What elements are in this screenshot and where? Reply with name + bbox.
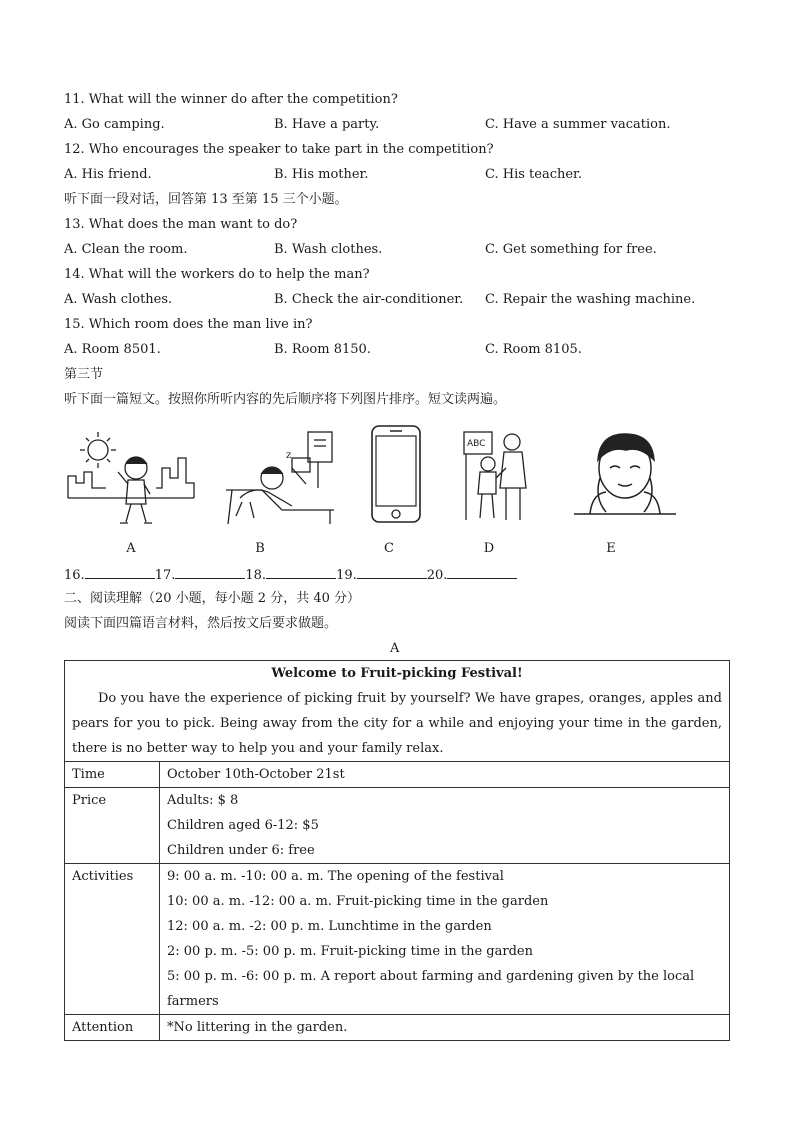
- svg-text:z: z: [286, 450, 292, 461]
- festival-header-cell: [65, 661, 730, 762]
- price-label: Price: [65, 788, 160, 864]
- section3-title: 第三节: [64, 367, 104, 382]
- q11-option-a: A. Go camping.: [64, 117, 165, 132]
- blank-16-input[interactable]: [85, 566, 155, 579]
- price-line: Adults: $ 8: [167, 793, 239, 808]
- attention-value: *No littering in the garden.: [160, 1015, 730, 1041]
- instruction-13-15: 听下面一段对话，回答第 13 至第 15 三个小题。: [64, 192, 348, 207]
- activity-line: 12: 00 a. m. -2: 00 p. m. Lunchtime in the garden: [167, 919, 492, 934]
- activities-cell: [160, 864, 730, 1015]
- time-label: Time: [65, 762, 160, 788]
- activity-line: 9: 00 a. m. -10: 00 a. m. The opening of the festival: [167, 869, 504, 884]
- question-13: 13. What does the man want to do?: [64, 217, 298, 232]
- q11-option-b: B. Have a party.: [274, 117, 380, 132]
- blank-19-label: 19.: [336, 568, 357, 583]
- picture-label-e: E: [606, 541, 616, 556]
- q13-option-c: C. Get something for free.: [485, 242, 657, 257]
- blank-18-input[interactable]: [266, 566, 336, 579]
- picture-label-b: B: [255, 541, 265, 556]
- blank-17-input[interactable]: [175, 566, 245, 579]
- section3-instruction: 听下面一篇短文。按照你所听内容的先后顺序将下列图片排序。短文读两遍。: [64, 392, 507, 407]
- q15-option-b: B. Room 8150.: [274, 342, 371, 357]
- q12-option-c: C. His teacher.: [485, 167, 582, 182]
- question-15: 15. Which room does the man live in?: [64, 317, 313, 332]
- blank-18-label: 18.: [245, 568, 267, 583]
- q12-option-a: A. His friend.: [64, 167, 152, 182]
- abc-sign-text: ABC: [467, 439, 486, 449]
- question-14: 14. What will the workers do to help the man?: [64, 267, 370, 282]
- q14-option-c: C. Repair the washing machine.: [485, 292, 696, 307]
- part2-title: 二、阅读理解（20 小题，每小题 2 分，共 40 分）: [64, 591, 361, 606]
- blank-20-input[interactable]: [447, 566, 517, 579]
- blank-20-label: 20.: [426, 568, 448, 583]
- q14-option-a: A. Wash clothes.: [64, 292, 173, 307]
- question-11: 11. What will the winner do after the competition?: [64, 92, 398, 107]
- q15-option-a: A. Room 8501.: [64, 342, 161, 357]
- q13-option-a: A. Clean the room.: [64, 242, 188, 257]
- picture-label-d: D: [483, 541, 495, 556]
- q15-option-c: C. Room 8105.: [485, 342, 582, 357]
- blank-16-label: 16.: [64, 568, 85, 583]
- picture-b-sleeping-boy-image: [222, 428, 340, 528]
- blank-19-input[interactable]: [357, 566, 427, 579]
- price-line: Children aged 6-12: $5: [167, 818, 319, 833]
- festival-intro: Do you have the experience of picking fruit by yourself? We have grapes, oranges, apples and pears for you to pick. Being away from the city for a while and enjoying your time in the garden, there is no better way to help you and your family relax.: [72, 691, 722, 756]
- price-line: Children under 6: free: [167, 843, 315, 858]
- price-cell: [160, 788, 730, 864]
- activity-line: 10: 00 a. m. -12: 00 a. m. Fruit-picking time in the garden: [167, 894, 549, 909]
- attention-label: Attention: [65, 1015, 160, 1041]
- picture-label-c: C: [384, 541, 394, 556]
- festival-title: Welcome to Fruit-picking Festival!: [271, 666, 523, 681]
- blank-17-label: 17.: [154, 568, 176, 583]
- picture-d-eye-test-image: [462, 428, 538, 528]
- activity-line: 2: 00 p. m. -5: 00 p. m. Fruit-picking time in the garden: [167, 944, 533, 959]
- picture-a-hot-day-image: [66, 428, 196, 528]
- part2-instruction: 阅读下面四篇语言材料，然后按文后要求做题。: [64, 616, 338, 631]
- picture-e-tired-person-image: [570, 428, 680, 518]
- q12-option-b: B. His mother.: [274, 167, 369, 182]
- picture-label-a: A: [126, 541, 136, 556]
- festival-table: [64, 660, 730, 1041]
- answer-blanks-row: [64, 566, 517, 584]
- question-12: 12. Who encourages the speaker to take part in the competition?: [64, 142, 494, 157]
- q14-option-b: B. Check the air-conditioner.: [274, 292, 464, 307]
- picture-c-smartphone-image: [368, 424, 424, 524]
- q13-option-b: B. Wash clothes.: [274, 242, 383, 257]
- time-value: October 10th-October 21st: [160, 762, 730, 788]
- activity-line: 5: 00 p. m. -6: 00 p. m. A report about farming and gardening given by the local farmers: [167, 969, 695, 1009]
- passage-label: A: [390, 641, 400, 656]
- q11-option-c: C. Have a summer vacation.: [485, 117, 671, 132]
- activities-label: Activities: [65, 864, 160, 1015]
